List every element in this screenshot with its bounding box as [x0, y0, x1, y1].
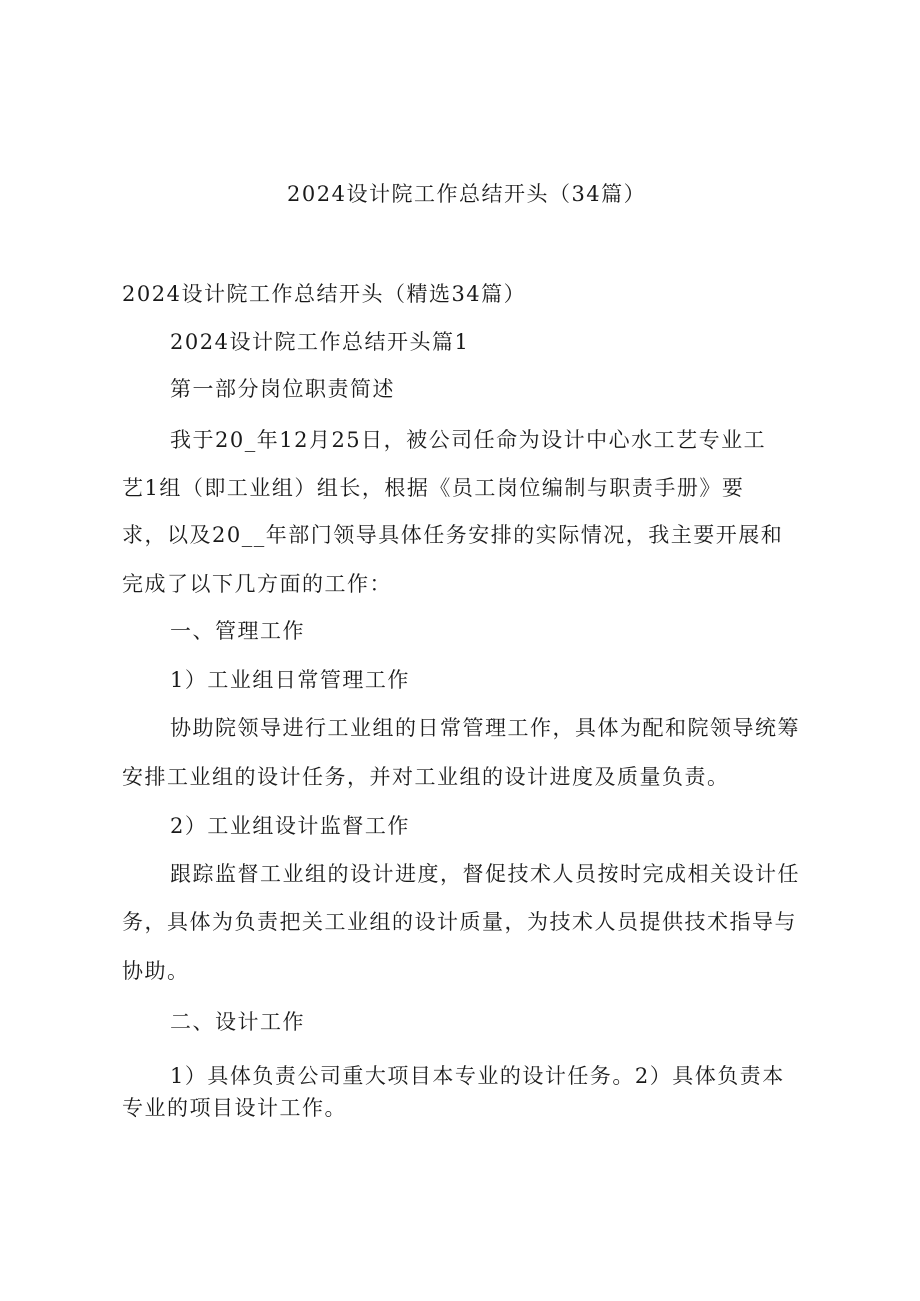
item-1-paragraph-line: 协助院领导进行工业组的日常管理工作，具体为配和院领导统筹 — [170, 716, 800, 740]
design-paragraph-line: 专业的项目设计工作。 — [122, 1096, 347, 1120]
part-heading: 第一部分岗位职责简述 — [170, 377, 395, 401]
item-heading-design-supervision: 2）工业组设计监督工作 — [170, 814, 410, 838]
intro-paragraph-line: 艺1组（即工业组）组长，根据《员工岗位编制与职责手册》要 — [122, 476, 745, 500]
intro-paragraph-line: 求，以及20__年部门领导具体任务安排的实际情况，我主要开展和 — [122, 523, 784, 547]
item-2-paragraph-line: 协助。 — [122, 959, 190, 983]
intro-paragraph-line: 完成了以下几方面的工作： — [122, 572, 392, 596]
document-subtitle: 2024设计院工作总结开头（精选34篇） — [122, 282, 527, 306]
item-2-paragraph-line: 务，具体为负责把关工业组的设计质量，为技术人员提供技术指导与 — [122, 910, 797, 934]
item-heading-daily-management: 1）工业组日常管理工作 — [170, 668, 410, 692]
section-heading-management: 一、管理工作 — [170, 619, 305, 643]
document-title: 2024设计院工作总结开头（34篇） — [287, 182, 647, 206]
section-heading-design: 二、设计工作 — [170, 1010, 305, 1034]
item-1-paragraph-line: 安排工业组的设计任务，并对工业组的设计进度及质量负责。 — [122, 765, 730, 789]
intro-paragraph-line: 我于20_年12月25日，被公司任命为设计中心水工艺专业工 — [170, 428, 767, 452]
item-2-paragraph-line: 跟踪监督工业组的设计进度，督促技术人员按时完成相关设计任 — [170, 862, 800, 886]
chapter-heading: 2024设计院工作总结开头篇1 — [170, 330, 470, 354]
design-paragraph-line: 1）具体负责公司重大项目本专业的设计任务。2）具体负责本 — [170, 1064, 785, 1088]
